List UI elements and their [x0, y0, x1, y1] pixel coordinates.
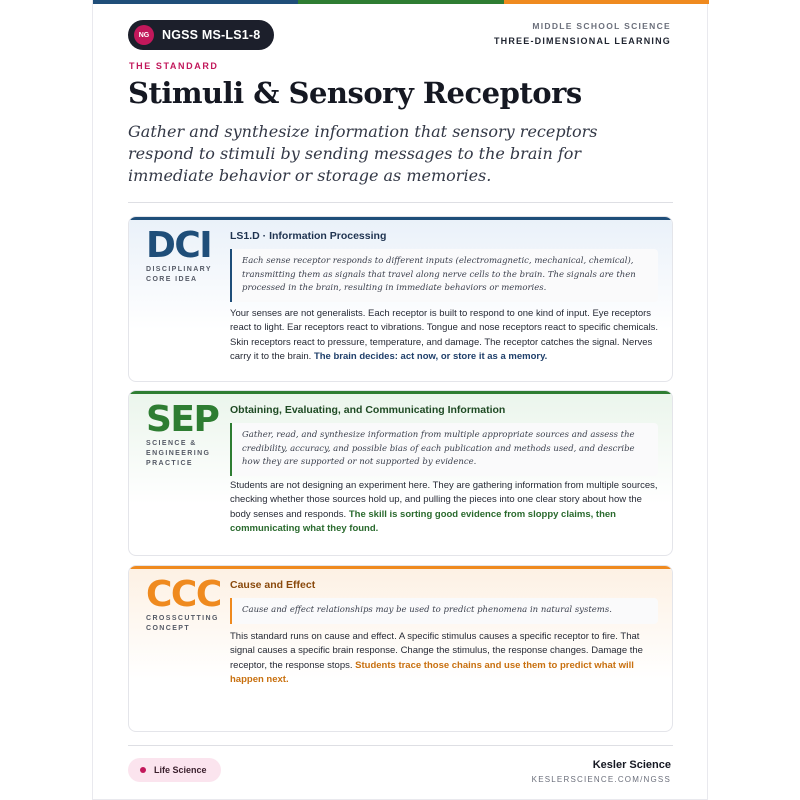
sep-body [230, 479, 662, 537]
color-bar-blue [93, 0, 298, 4]
document-page [92, 0, 708, 800]
dci-body-text: Your senses are not generalists. Each receptor is built to respond to one kind of input. Eye receptors react to light. Ear receptors react to vibrations. Tongue and nose receptors react to specific chemicals. Skin receptors react to pressure, temperature, and damage. The receptor catches the signal. Nerves carry it to the brain. [230, 308, 659, 363]
footer-divider [128, 745, 673, 746]
color-bar-green [298, 0, 503, 4]
dci-body [230, 307, 662, 365]
ccc-code-label: CROSSCUTTING CONCEPT [146, 615, 219, 632]
dci-title: LS1.D · Information Processing [230, 230, 387, 242]
sep-code-label: SCIENCE & ENGINEERING PRACTICE [146, 440, 211, 467]
dci-card [128, 216, 673, 382]
brand-block [532, 759, 671, 784]
sep-quote: Gather, read, and synthesize information from multiple appropriate sources and assess the credibility, accuracy, and possible bias of each publication and methods used, and describe how they are supported or not supported by evidence. [230, 423, 658, 476]
ccc-card [128, 565, 673, 732]
page-subtitle: Gather and synthesize information that sensory receptors respond to stimuli by sending messages to the brain for immediate behavior or storage as memories. [128, 122, 598, 185]
ccc-body [230, 630, 662, 688]
dci-emphasis: The brain decides: act now, or store it as a memory. [313, 351, 548, 363]
page-title: Stimuli & Sensory Receptors [128, 76, 582, 110]
brand-name: Kesler Science [592, 759, 671, 771]
divider [128, 202, 673, 203]
sep-card [128, 390, 673, 556]
subject-tag [128, 758, 221, 782]
header-line-1: MIDDLE SCHOOL SCIENCE [532, 21, 671, 31]
header-line-2: THREE-DIMENSIONAL LEARNING [493, 36, 671, 46]
ngss-logo-icon: NG [134, 25, 154, 45]
header-labels [494, 21, 671, 46]
ccc-emphasis: Students trace those chains and use them to predict what will happen next. [230, 659, 634, 686]
standard-code: NGSS MS-LS1-8 [162, 28, 261, 42]
dci-abbr: DCI [146, 225, 212, 266]
dci-quote: Each sense receptor responds to different inputs (electromagnetic, mechanical, chemical), transmitting them as signals that travel along nerve cells to the brain. The signals are then processed in the brain, resulting in immediate behaviors or memories. [230, 249, 658, 302]
eyebrow-label: THE STANDARD [129, 61, 219, 71]
sep-abbr: SEP [146, 399, 219, 440]
color-bar [93, 0, 709, 4]
standard-badge [128, 20, 274, 50]
subject-tag-label: Life Science [154, 765, 207, 775]
ccc-body-text: This standard runs on cause and effect. A specific stimulus causes a specific receptor to fire. That signal causes a specific brain response. Change the stimulus, the response changes. Damage the receptor, the response stops. [230, 631, 643, 671]
ccc-title: Cause and Effect [230, 579, 316, 591]
dot-icon [140, 767, 146, 773]
sep-emphasis: The skill is sorting good evidence from sloppy claims, then communicating what they found. [230, 508, 616, 535]
brand-url: KESLERSCIENCE.COM/NGSS [531, 775, 671, 784]
sep-body-text: Students are not designing an experiment here. They are gathering information from multiple sources, checking whether those sources hold up, and pulling the pieces into one clear story about how the body senses and responds. [230, 480, 658, 520]
ccc-abbr: CCC [146, 574, 221, 615]
dci-code-label: DISCIPLINARY CORE IDEA [146, 266, 212, 283]
ccc-quote: Cause and effect relationships may be used to predict phenomena in natural systems. [230, 598, 658, 624]
color-bar-orange [504, 0, 709, 4]
sep-title: Obtaining, Evaluating, and Communicating Information [230, 404, 506, 416]
